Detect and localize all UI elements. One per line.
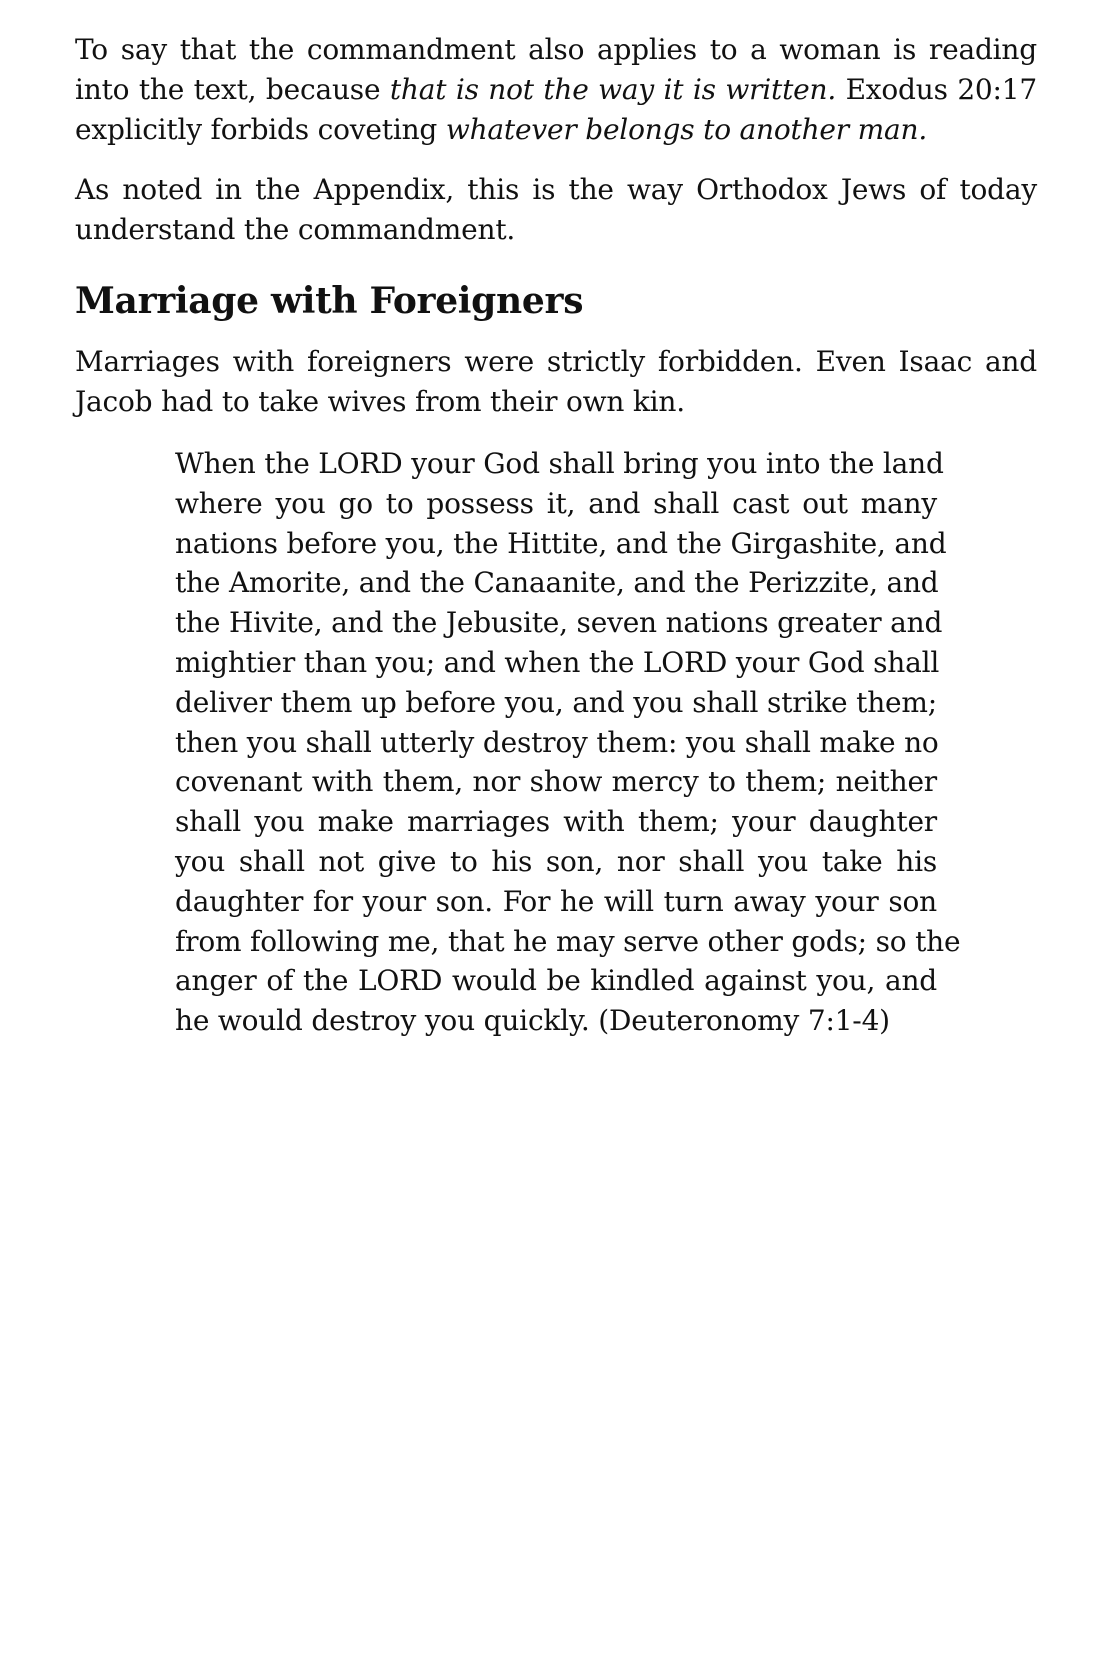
quote-line-citation: he would destroy you quickly. (Deuteronomy 7:1-4) [175,1004,890,1038]
quote-line: When the LORD your God shall bring you into the land [175,447,944,480]
quote-line: from following me, that he may serve other gods; so the [175,924,961,958]
quote-line: deliver them up before you, and you shall strike them; [175,685,937,719]
paragraph-commandment-reading [75,30,1037,150]
quote-line: nations before you, the Hittite, and the Girgashite, and [175,526,947,560]
section-heading: Marriage with Foreigners [75,280,584,322]
quote-line: shall you make marriages with them; your daughter [175,805,937,839]
paragraph-appendix-note: As noted in the Appendix, this is the way Orthodox Jews of today understand the commandment. [75,173,1037,246]
quote-line: then you shall utterly destroy them: you shall make no [175,725,939,759]
quote-line: you shall not give to his son, nor shall you take his [175,844,937,878]
paragraph-marriage-intro: Marriages with foreigners were strictly forbidden. Even Isaac and Jacob had to take wives from their own kin. [75,345,1037,418]
quote-line: the Hivite, and the Jebusite, seven nations greater and [175,606,943,640]
paragraph-text: To say that the commandment also applies to a woman is reading into the text, because [75,33,1037,106]
document-page [75,30,1037,1041]
emphasis-another-man: whatever belongs to another man. [445,113,928,146]
scripture-quote [175,444,961,1041]
emphasis-not-written: that is not the way it is written. [389,73,837,106]
paragraph-text: Exodus 20:17 explicitly forbids coveting [75,73,1038,146]
quote-line: anger of the LORD would be kindled against you, and [175,964,937,998]
quote-line: the Amorite, and the Canaanite, and the Perizzite, and [175,566,939,600]
quote-line: where you go to possess it, and shall cast out many [175,486,937,520]
quote-line: daughter for your son. For he will turn away your son [175,884,937,918]
quote-line: mightier than you; and when the LORD your God shall [175,645,940,679]
quote-line: covenant with them, nor show mercy to them; neither [175,765,937,799]
